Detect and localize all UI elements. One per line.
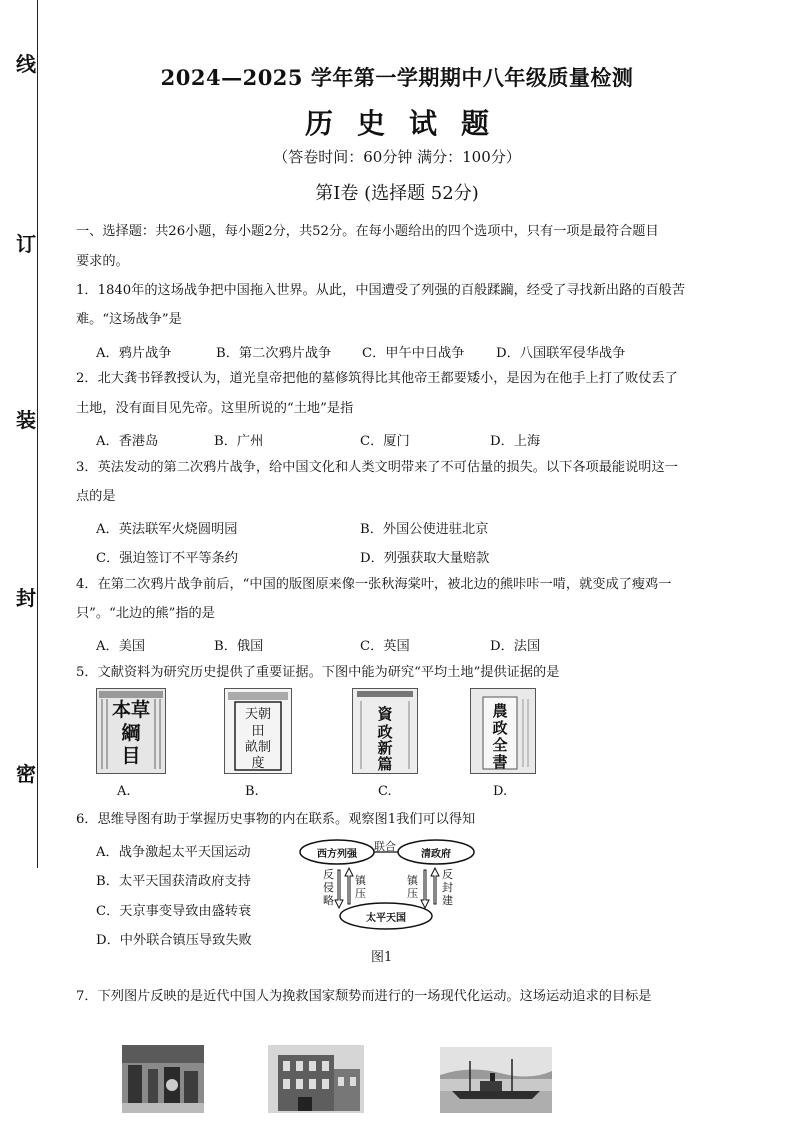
svg-text:新: 新 — [377, 739, 393, 757]
q5-label-d: D. — [493, 784, 508, 799]
q6-option-d: D．中外联合镇压导致失败 — [96, 933, 252, 948]
book-image-b — [224, 688, 292, 774]
mind-map-label-suppress-left: 镇压 — [355, 874, 366, 900]
q5-label-c: C. — [378, 784, 392, 799]
q3-option-b: B．外国公使进驻北京 — [360, 522, 489, 537]
svg-text:本草: 本草 — [111, 699, 151, 721]
svg-text:目: 目 — [121, 745, 141, 767]
q4-stem-line-2: 只”。“北边的熊”指的是 — [76, 606, 215, 621]
book-a-graphic — [97, 689, 165, 773]
q1-option-d: D．八国联军侵华战争 — [496, 346, 626, 361]
book-b-graphic — [225, 689, 291, 773]
exam-title: 2024—2025 学年第一学期期中八年级质量检测 — [160, 65, 634, 90]
instructions-line-1: 一、选择题：共26小题，每小题2分，共52分。在每小题给出的四个选项中，只有一项是最符合题目 — [76, 224, 659, 239]
q4-option-b: B．俄国 — [214, 639, 264, 654]
q2-stem-line-1: 2．北大龚书铎教授认为，道光皇帝把他的墓修筑得比其他帝王都要矮小，是因为在他手上打了败仗丢了 — [76, 371, 678, 386]
q2-option-d: D．上海 — [490, 434, 541, 449]
svg-text:書: 書 — [492, 753, 508, 771]
mind-map-node-taiping: 太平天国 — [366, 913, 406, 924]
instructions-line-2: 要求的。 — [76, 254, 129, 269]
book-d-graphic — [471, 689, 535, 773]
subject-title: 历史试题 — [304, 107, 513, 140]
svg-text:政: 政 — [377, 723, 393, 741]
q4-option-d: D．法国 — [490, 639, 541, 654]
q6-option-b: B．太平天国获清政府支持 — [96, 874, 251, 889]
svg-text:資: 資 — [377, 705, 393, 723]
photo-building-graphic — [268, 1045, 364, 1113]
q3-option-d: D．列强获取大量赔款 — [360, 551, 490, 566]
binding-char-mi: 密 — [16, 762, 36, 786]
book-c-graphic — [353, 689, 417, 773]
photo-workshop-graphic — [122, 1045, 204, 1113]
q1-option-a: A．鸦片战争 — [96, 346, 172, 361]
photo-warship-graphic — [440, 1047, 552, 1113]
q7-photo-warship — [440, 1047, 552, 1113]
book-image-a — [96, 688, 166, 774]
binding-char-ding: 订 — [16, 232, 36, 256]
book-image-c — [352, 688, 418, 774]
q5-label-b: B. — [245, 784, 259, 799]
q1-stem-line-2: 难。“这场战争”是 — [76, 312, 182, 327]
q4-stem-line-1: 4．在第二次鸦片战争前后，“中国的版图原来像一张秋海棠叶，被北边的熊咔咔一啃，就变成了瘦鸡一 — [76, 577, 672, 592]
exam-info: （答卷时间：60分钟 满分：100分） — [273, 148, 521, 166]
q1-stem-line-1: 1．1840年的这场战争把中国拖入世界。从此，中国遭受了列强的百般蹂躏，经受了寻找新出路的百般苦 — [76, 283, 686, 298]
book-image-d — [470, 688, 536, 774]
q4-option-a: A．美国 — [96, 639, 146, 654]
svg-text:綱: 綱 — [121, 722, 141, 744]
mind-map-node-qing-government: 清政府 — [421, 849, 451, 860]
q3-stem-line-2: 点的是 — [76, 489, 116, 504]
q3-option-a: A．英法联军火烧圆明园 — [96, 522, 238, 537]
mind-map-label-suppress-right: 镇压 — [407, 874, 418, 900]
q2-stem-line-2: 土地，没有面目见先帝。这里所说的“土地”是指 — [76, 401, 354, 416]
q7-stem: 7．下列图片反映的是近代中国人为挽救国家颓势而进行的一场现代化运动。这场运动追求的目标是 — [76, 989, 652, 1004]
mind-map-node-western-powers: 西方列强 — [317, 849, 357, 860]
binding-char-zhuang: 装 — [16, 408, 36, 432]
q1-option-c: C．甲午中日战争 — [362, 346, 465, 361]
svg-text:度: 度 — [251, 756, 265, 771]
q1-option-b: B．第二次鸦片战争 — [216, 346, 332, 361]
q6-option-c: C．天京事变导致由盛转衰 — [96, 904, 252, 919]
q3-stem-line-1: 3．英法发动的第二次鸦片战争，给中国文化和人类文明带来了不可估量的损失。以下各项最能说明这一 — [76, 460, 678, 475]
q5-stem: 5．文献资料为研究历史提供了重要证据。下图中能为研究“平均土地”提供证据的是 — [76, 665, 560, 680]
q5-label-a: A. — [117, 784, 131, 799]
svg-text:畝制: 畝制 — [244, 740, 272, 755]
svg-text:政: 政 — [492, 719, 508, 737]
q2-option-c: C．厦门 — [360, 434, 410, 449]
binding-char-xian: 线 — [16, 52, 36, 76]
q7-photo-arsenal-workshop — [122, 1045, 204, 1113]
svg-text:全: 全 — [492, 736, 508, 754]
section-title: 第Ⅰ卷 (选择题 52分) — [315, 183, 479, 204]
binding-char-feng: 封 — [16, 586, 36, 610]
mind-map-edge-alliance: 联合 — [374, 840, 396, 853]
svg-text:天朝: 天朝 — [244, 707, 272, 722]
q4-option-c: C．英国 — [360, 639, 410, 654]
q2-option-b: B．广州 — [214, 434, 264, 449]
q3-option-c: C．强迫签订不平等条约 — [96, 551, 238, 566]
q6-option-a: A．战争激起太平天国运动 — [96, 845, 251, 860]
svg-text:田: 田 — [251, 724, 265, 739]
svg-text:農: 農 — [492, 702, 508, 720]
q6-stem: 6．思维导图有助于掌握历史事物的内在联系。观察图1我们可以得知 — [76, 812, 476, 827]
figure-1-caption: 图1 — [371, 950, 393, 965]
mind-map-label-anti-aggression: 反侵略 — [323, 868, 334, 907]
q2-option-a: A．香港岛 — [96, 434, 159, 449]
mind-map-label-anti-feudal: 反封建 — [442, 868, 453, 907]
svg-text:篇: 篇 — [377, 755, 393, 773]
q7-photo-building — [268, 1045, 364, 1113]
